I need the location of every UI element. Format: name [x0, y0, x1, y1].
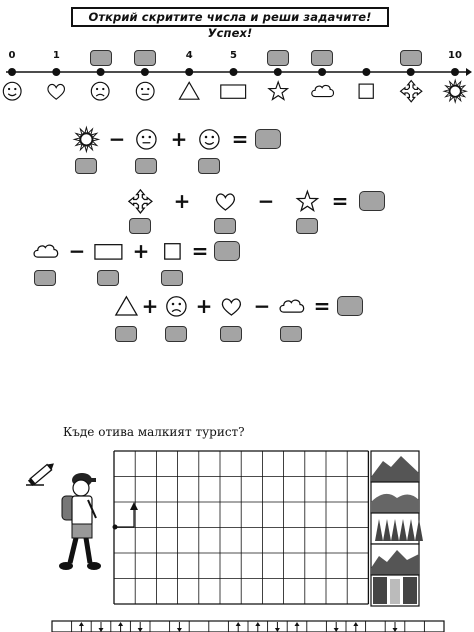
maze-question: Къде отива малкият турист?	[63, 425, 245, 439]
number-line-label: 5	[230, 50, 237, 61]
number-line-label: 1	[52, 50, 60, 61]
code-cell[interactable]	[248, 621, 260, 632]
equals-sign: =	[313, 294, 331, 318]
plus-sign: +	[170, 127, 188, 151]
equals-sign: =	[231, 127, 249, 151]
plus-sign: +	[195, 294, 213, 318]
code-cell[interactable]	[91, 621, 103, 632]
code-cell[interactable]	[111, 621, 123, 632]
minus-sign: −	[108, 127, 126, 151]
minus-sign: −	[257, 189, 275, 213]
code-cell[interactable]	[228, 621, 240, 632]
code-cell[interactable]	[72, 621, 84, 632]
plus-sign: +	[132, 239, 150, 263]
minus-sign: −	[253, 294, 271, 318]
minus-sign: −	[68, 239, 86, 263]
code-cell[interactable]	[326, 621, 338, 632]
equals-sign: =	[191, 239, 209, 263]
code-cell[interactable]	[346, 621, 358, 632]
code-cell[interactable]	[385, 621, 397, 632]
code-cell[interactable]	[170, 621, 182, 632]
plus-sign: +	[141, 294, 159, 318]
worksheet-title: Открий скритите числа и реши задачите! Успех!	[71, 7, 389, 27]
plus-sign: +	[173, 189, 191, 213]
number-line-label: 10	[448, 50, 462, 61]
code-cell[interactable]	[130, 621, 142, 632]
code-cell[interactable]	[287, 621, 299, 632]
number-line-label: 0	[8, 50, 16, 61]
code-cell[interactable]	[268, 621, 280, 632]
number-line-label: 4	[185, 50, 193, 61]
equals-sign: =	[331, 189, 349, 213]
